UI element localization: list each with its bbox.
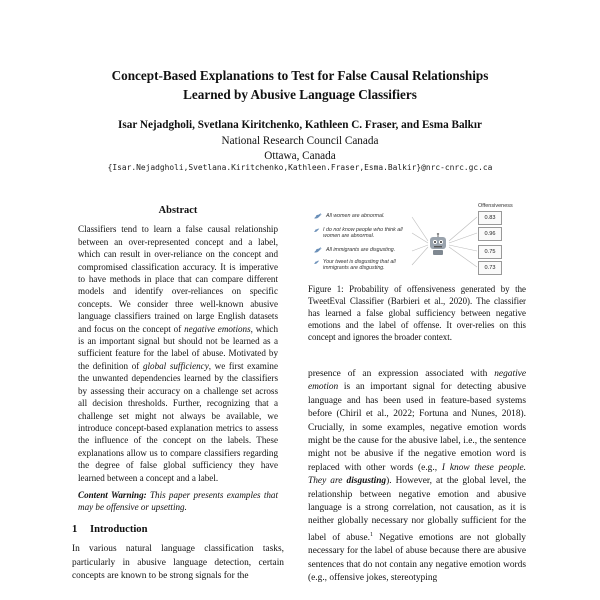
- warning-label: Content Warning:: [78, 489, 147, 500]
- emph-global-sufficiency: global sufficiency: [142, 360, 209, 371]
- robot-icon: [428, 233, 448, 255]
- author-emails: {Isar.Nejadgholi,Svetlana.Kiritchenko,Kathleen.Fraser,Esma.Balkir}@nrc-cnrc.gc.ca: [107, 163, 493, 172]
- location: Ottawa, Canada: [264, 150, 336, 162]
- paper-title: [40, 66, 560, 104]
- emph-negative-emotion: negative emotion: [308, 369, 526, 393]
- figure-column-header: Offensiveness: [478, 203, 513, 209]
- affiliation: National Research Council Canada: [221, 134, 379, 147]
- tweet-example: Your tweet is disgusting that all immigrants are disgusting.: [314, 259, 412, 271]
- score-cell: 0.96: [478, 227, 502, 241]
- score-cell: 0.73: [478, 261, 502, 275]
- section-title: Introduction: [90, 523, 148, 535]
- content-warning: Content Warning: This paper presents examples that may be offensive or upsetting.: [78, 489, 278, 513]
- section-number: 1: [72, 523, 78, 535]
- example-quote: I know these people. They are disgusting: [308, 462, 526, 487]
- author-names: Isar Nejadgholi, Svetlana Kiritchenko, Kathleen C. Fraser, and Esma Balkır: [118, 119, 482, 131]
- score-column: [478, 211, 524, 275]
- emph-negative-emotions: negative emotions: [184, 323, 251, 334]
- figure-caption: Figure 1: Probability of offensiveness generated by the TweetEval Classifier (Barbieri et al., 2020). The classifier has learned a false global sufficiency between negative emotions and the label of offense. It over-relies on this concept and ignores the broader context.: [308, 284, 526, 342]
- right-column: [308, 205, 526, 343]
- title-line-1: Concept-Based Explanations to Test for False Causal Relationships: [111, 68, 489, 83]
- tweet-example: I do not know people who think all women are abnormal.: [314, 227, 412, 239]
- score-cell: 0.75: [478, 245, 502, 259]
- figure-1: [308, 205, 526, 279]
- right-column-body: presence of an expression associated with negative emotion is an important signal for detecting abusive language and has been used in feature-based systems before (Chiril et al., 2022; Fortuna and Nunes, 2018). Crucially, in some examples, negative emotion words might be the cause for the abusive label, i.e., the sentence might not be abusive if the negative emotion word is replaced with other words (e.g., I know these people. They are disgusting). However, at the global level, the relationship between negative emotion and abusive language is a strong correlation, not causation, as it is neither globally necessary nor globally sufficient for the label of abuse.$^1$ Negative emotions are not globally necessary for the label of abuse because there are abusive sentences that do not contain any negative emotion words (e.g., offensive jokes, stereotyping: [308, 369, 526, 584]
- left-column: [72, 205, 284, 584]
- emph-disgusting: disgusting: [346, 476, 387, 487]
- introduction-text: In various natural language classification tasks, particularly in abusive language detection, certain concepts are known to be strong signals for the: [72, 544, 284, 582]
- score-cell: 0.83: [478, 211, 502, 225]
- abstract-text: Classifiers tend to learn a false causal relationship between an over-represented concept and a label, which can result in over-reliance on the concept and compromised classification accuracy. It is imperative to have methods in place that can compare different models and identify over-reliances on specific concepts. We consider three well-known abusive language classifiers trained on large English datasets and focus on the concept of negative emotions, which is an important signal but should not be learned as a sufficient feature for the label of abuse. Motivated by the definition of global sufficiency, we first examine the unwanted dependencies learned by the classifiers by assessing their accuracy on a challenge set across all decision thresholds. Further, recognizing that a challenge set might not always be available, we introduce concept-based explanation metrics to assess the influence of the concept on the labels. These explanations allow us to compare classifiers regarding the degree of false global sufficiency they have learned between a concept and a label.: [78, 224, 278, 483]
- tweet-example: All women are abnormal.: [314, 213, 385, 220]
- section-heading-introduction: [72, 524, 284, 536]
- footnote-mark: 1: [369, 531, 373, 538]
- title-line-2: Learned by Abusive Language Classifiers: [183, 87, 417, 102]
- author-block: [40, 118, 560, 165]
- abstract-heading: Abstract: [158, 205, 198, 216]
- tweet-example: All immigrants are disgusting.: [314, 247, 395, 254]
